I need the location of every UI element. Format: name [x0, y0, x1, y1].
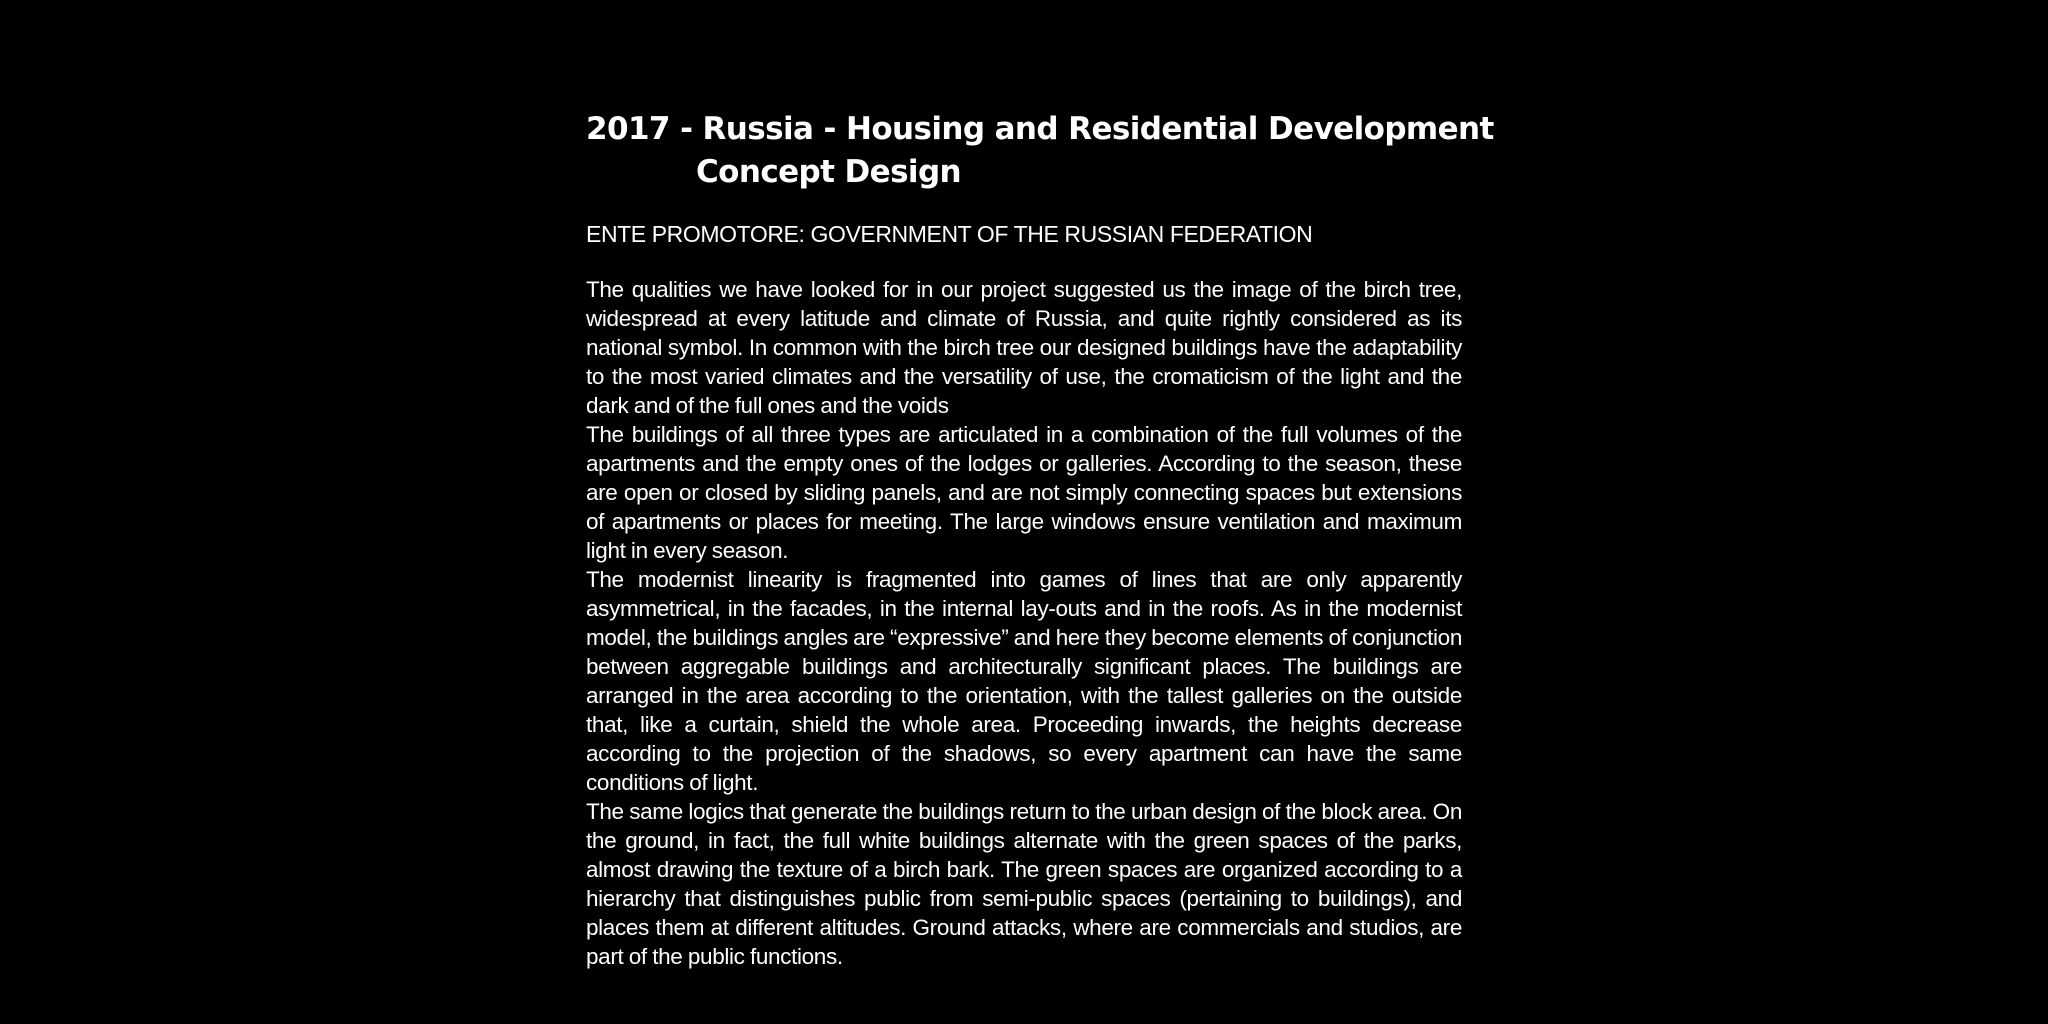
- document-title: [586, 108, 1494, 194]
- document-content: [586, 108, 1494, 971]
- body-text: [586, 275, 1462, 971]
- paragraph-2: The buildings of all three types are articulated in a combination of the full volumes of the apartments and the empty ones of the lodges or galleries. According to the season, these are open or closed by sliding panels, and are not simply connecting spaces but extensions of apartments or places for meeting. The large windows ensure ventilation and maximum light in every season.: [586, 422, 1462, 563]
- paragraph-1: The qualities we have looked for in our project suggested us the image of the birch tree, widespread at every latitude and climate of Russia, and quite rightly considered as its national symbol. In common with the birch tree our designed buildings have the adaptability to the most varied climates and the versatility of use, the cromaticism of the light and the dark and of the full ones and the voids: [586, 277, 1462, 418]
- title-line-2: Concept Design: [696, 154, 962, 190]
- paragraph-3: The modernist linearity is fragmented into games of lines that are only apparently asymmetrical, in the facades, in the internal lay-outs and in the roofs. As in the modernist model, the buildings angles are “expressive” and here they become elements of conjunction between aggregable buildings and architecturally significant places. The buildings are arranged in the area according to the orientation, with the tallest galleries on the outside that, like a curtain, shield the whole area. Proceeding inwards, the heights decrease according to the projection of the shadows, so every apartment can have the same conditions of light.: [586, 567, 1462, 795]
- promoter-line: ENTE PROMOTORE: GOVERNMENT OF THE RUSSIAN FEDERATION: [586, 221, 1313, 247]
- title-line-1: 2017 - Russia - Housing and Residential Development: [586, 111, 1494, 147]
- paragraph-4: The same logics that generate the buildings return to the urban design of the block area. On the ground, in fact, the full white buildings alternate with the green spaces of the parks, almost drawing the texture of a birch bark. The green spaces are organized according to a hierarchy that distinguishes public from semi-public spaces (pertaining to buildings), and places them at different altitudes. Ground attacks, where are commercials and studios, are part of the public functions.: [586, 799, 1462, 969]
